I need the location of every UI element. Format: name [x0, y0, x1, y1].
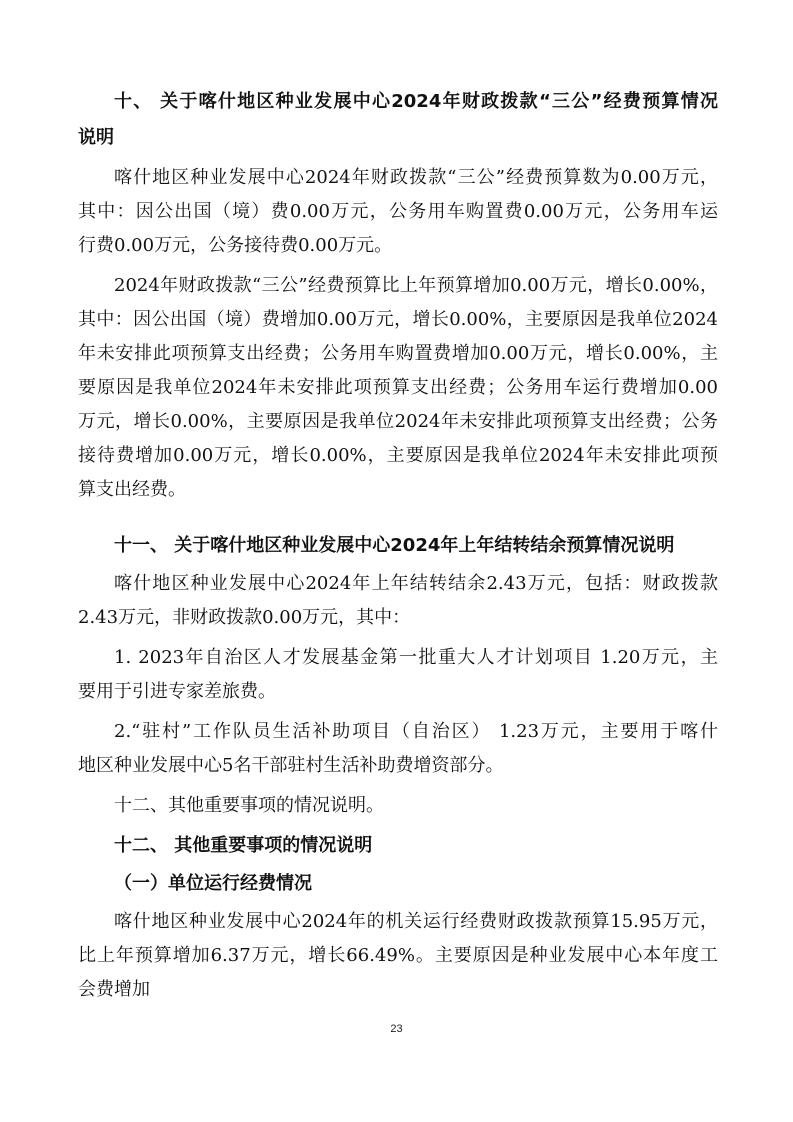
section-11-heading: 十一、 关于喀什地区种业发展中心2024年上年结转结余预算情况说明	[114, 535, 675, 556]
paragraph-line: 年未安排此项预算支出经费；公务用车购置费增加0.00万元，增长0.00%，主	[78, 343, 718, 364]
paragraph-line: 2024年财政拨款“三公”经费预算比上年预算增加0.00万元，增长0.00%，	[114, 275, 718, 296]
paragraph-line: 比上年预算增加6.37万元，增长66.49%。主要原因是种业发展中心本年度工	[78, 945, 718, 966]
list-item-2: 2.“驻村”工作队员生活补助项目（自治区） 1.23万元，主要用于喀什	[114, 721, 718, 742]
paragraph-line: 行费0.00万元，公务接待费0.00万元。	[78, 235, 393, 256]
paragraph-line: 2.43万元，非财政拨款0.00万元，其中：	[78, 607, 411, 628]
subsection-heading: （一）单位运行经费情况	[114, 873, 312, 894]
paragraph-line: 喀什地区种业发展中心2024年财政拨款“三公”经费预算数为0.00万元，	[114, 167, 718, 188]
paragraph-line: 其中：因公出国（境）费0.00万元，公务用车购置费0.00万元，公务用车运	[78, 201, 718, 222]
list-item-1-cont: 要用于引进专家差旅费。	[78, 681, 276, 702]
paragraph-line: 喀什地区种业发展中心2024年上年结转结余2.43万元，包括：财政拨款	[114, 573, 718, 594]
paragraph-line: 接待费增加0.00万元，增长0.00%，主要原因是我单位2024年未安排此项预	[78, 445, 718, 466]
section-10-heading: 十、 关于喀什地区种业发展中心2024年财政拨款“三公”经费预算情况	[114, 91, 718, 112]
paragraph-line: 十二、其他重要事项的情况说明。	[114, 795, 384, 816]
paragraph-line: 万元，增长0.00%，主要原因是我单位2024年未安排此项预算支出经费；公务	[78, 411, 718, 432]
list-item-1: 1. 2023年自治区人才发展基金第一批重大人才计划项目 1.20万元，主	[114, 647, 718, 668]
paragraph-line: 喀什地区种业发展中心2024年的机关运行经费财政拨款预算15.95万元，	[114, 911, 718, 932]
list-item-2-cont: 地区种业发展中心5名干部驻村生活补助费增资部分。	[78, 755, 504, 776]
section-12-heading: 十二、 其他重要事项的情况说明	[114, 835, 373, 856]
paragraph-line: 会费增加	[78, 979, 150, 1000]
paragraph-line: 要原因是我单位2024年未安排此项预算支出经费；公务用车运行费增加0.00	[78, 377, 718, 398]
paragraph-line: 其中：因公出国（境）费增加0.00万元，增长0.00%，主要原因是我单位2024	[78, 309, 718, 330]
page-number: 23	[390, 1023, 403, 1035]
section-10-heading-cont: 说明	[78, 127, 114, 148]
paragraph-line: 算支出经费。	[78, 479, 186, 500]
